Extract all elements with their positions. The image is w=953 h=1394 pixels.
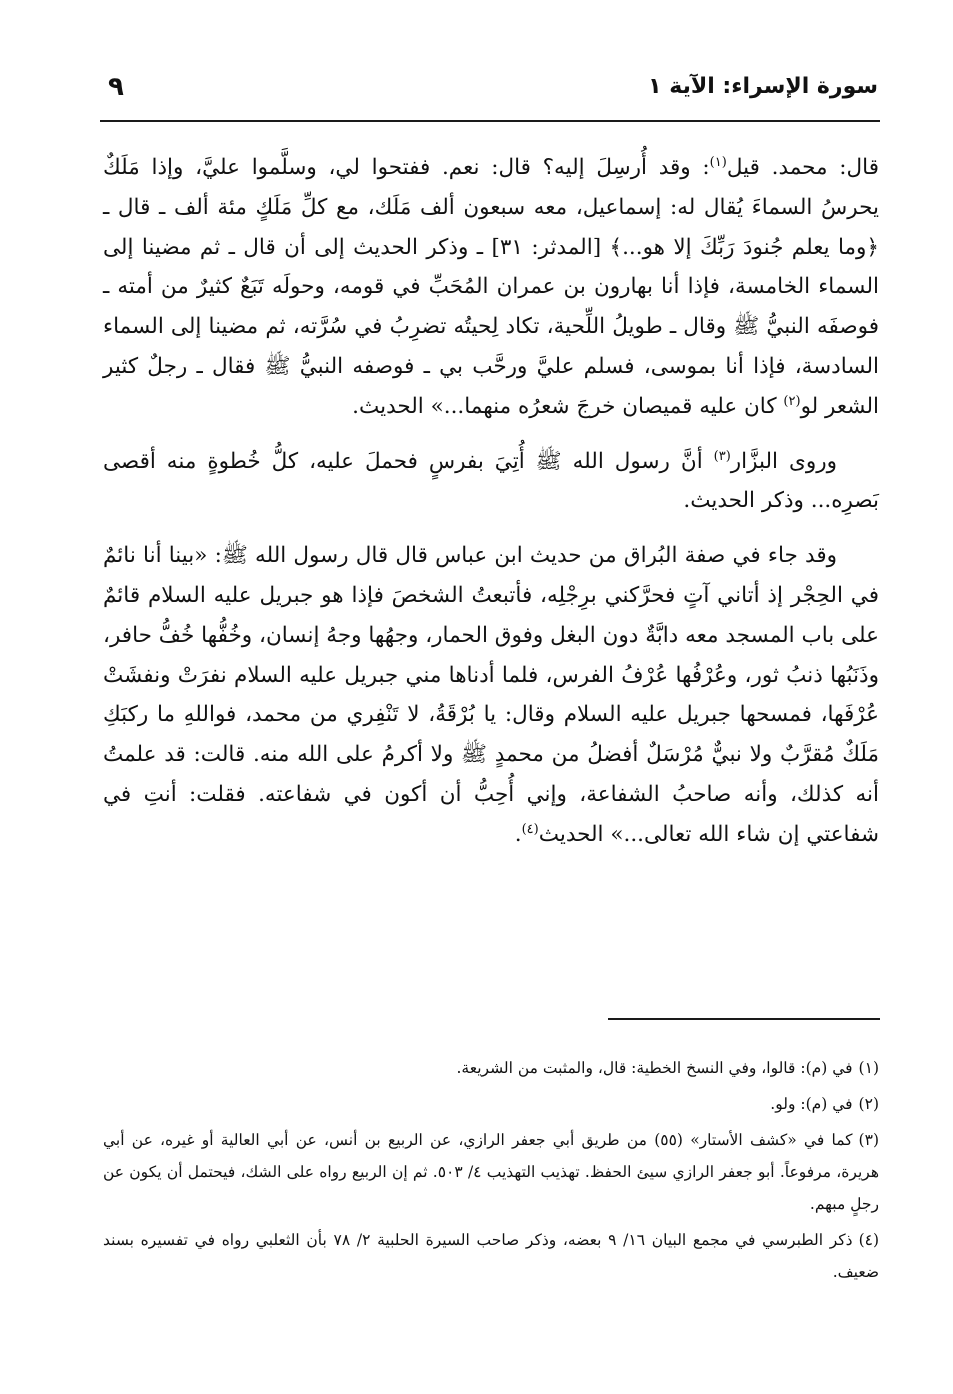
text-run: كان عليه قميصان خرجَ شعرُه منهما...» الحديث.	[352, 393, 784, 419]
main-text	[103, 148, 879, 855]
footnote-2	[103, 1088, 879, 1120]
footnote-text: في (م): قالوا، وفي النسخ الخطية: قال، والمثبت من الشريعة.	[456, 1059, 853, 1077]
footnote-number: (٤)	[858, 1231, 880, 1249]
text-run: وروى البزَّار	[730, 448, 837, 474]
footnote-number: (٣)	[858, 1131, 879, 1149]
footnote-text: كما في «كشف الأستار» (٥٥) من طريق أبي جعفر الرازي، عن الربيع بن أنس، عن أبي العالية أو غيره، عن أبي هريرة، مرفوعاً. أبو جعفر الرازي سيئ الحفظ. تهذيب التهذيب ٤/ ٥٠٣. ثم إن الربيع رواه على الشك، فيحتمل أن يكون عن رجلٍ مبهم.	[103, 1131, 880, 1213]
running-title: سورة الإسراء: الآية ١	[648, 74, 878, 99]
footnote-4	[103, 1224, 879, 1288]
text-run: قال: محمد. قيل	[726, 155, 879, 180]
footnote-1	[103, 1052, 879, 1084]
page-header	[100, 70, 880, 122]
paragraph-3	[103, 536, 879, 854]
footnote-ref-2: (٢)	[783, 393, 801, 409]
footnote-ref-4: (٤)	[521, 821, 539, 837]
text-run: وقد جاء في صفة البُراق من حديث ابن عباس قال قال رسول الله ﷺ: «بينا أنا نائمٌ في الحِجْر إذ أتاني آتٍ فحرَّكني برِجْلِه، فأتبعتُ الشخصَ فإذا هو جبريل عليه السلام قائمٌ على باب المسجد معه دابَّةٌ دون البغل وفوق الحمار، وجهُها وجهُ إنسان، وخُفُّها خُفُّ حافر، وذَنَبُها ذنبُ ثور، وعُرْفُها عُرْفُ الفرس، فلما أدناها مني جبريل عليه السلام نفرَتْ ونفشَتْ عُرْفَها، فمسحها جبريل عليه السلام وقال: يا بُرْقَةُ، لا تَنْفِري من محمد، فواللهِ ما ركبَكِ مَلَكٌ مُقرَّبٌ ولا نبيٌّ مُرْسَلٌ أفضلُ من محمدٍ ﷺ ولا أكرمُ على الله منه. قالت: قد علمتُ أنه كذلك، وأنه صاحبُ الشفاعة، وإني أُحِبُّ أن أكون في شفاعته. فقلت: أنتِ في شفاعتي إن شاء الله تعالى...» الحديث	[103, 543, 879, 847]
text-run: أنَّ رسول الله ﷺ أُتِيَ بفرسٍ فحملَ عليه، كلُّ خُطوةٍ منه أقصى بَصرِه... وذكر الحديث.	[103, 448, 879, 514]
footnote-ref-1: (١)	[709, 154, 727, 170]
paragraph-1	[103, 148, 879, 427]
text-run: : وقد أُرسِلَ إليه؟ قال: نعم. ففتحوا لي، وسلَّموا عليَّ، وإذا مَلَكٌ يحرسُ السماءَ يُقال له: إسماعيل، معه سبعون ألف مَلَك، مع كلِّ مَلَكٍ مئة ألف ـ قال ـ ﴿وما يعلم جُنودَ رَبِّكَ إلا هو...﴾ [المدثر: ٣١] ـ وذكر الحديث إلى أن قال ـ ثم مضينا إلى السماء الخامسة، فإذا أنا بهارون بن عمران المُحَبِّ في قومه، وحولَه تَبَعٌ كثيرٌ من أمته ـ فوصفَه النبيُّ ﷺ وقال ـ طويلُ اللِّحية، تكاد لِحيتُه تضرِبُ في سُرَّته، ثم مضينا إلى السماء السادسة، فإذا أنا بموسى، فسلم عليَّ ورحَّب بي ـ فوصفه النبيُّ ﷺ فقال ـ رجلٌ كثير الشعر لو	[103, 155, 879, 419]
page-number: ٩	[108, 72, 124, 102]
footnote-number: (١)	[858, 1059, 879, 1077]
footnote-3	[103, 1124, 879, 1220]
footnote-separator	[608, 1018, 880, 1020]
footnote-text: ذكر الطبرسي في مجمع البيان ١٦/ ٩ بعضه، وذكر صاحب السيرة الحلبية ٢/ ٧٨ بأن الثعلبي رواه في تفسيره بسند ضعيف.	[103, 1231, 879, 1281]
text-run: .	[514, 821, 522, 847]
footnote-number: (٢)	[858, 1095, 879, 1113]
paragraph-2	[103, 442, 879, 522]
footnote-text: في (م): ولو.	[770, 1095, 853, 1113]
footnote-ref-3: (٣)	[713, 448, 731, 464]
footnotes	[103, 1052, 879, 1292]
